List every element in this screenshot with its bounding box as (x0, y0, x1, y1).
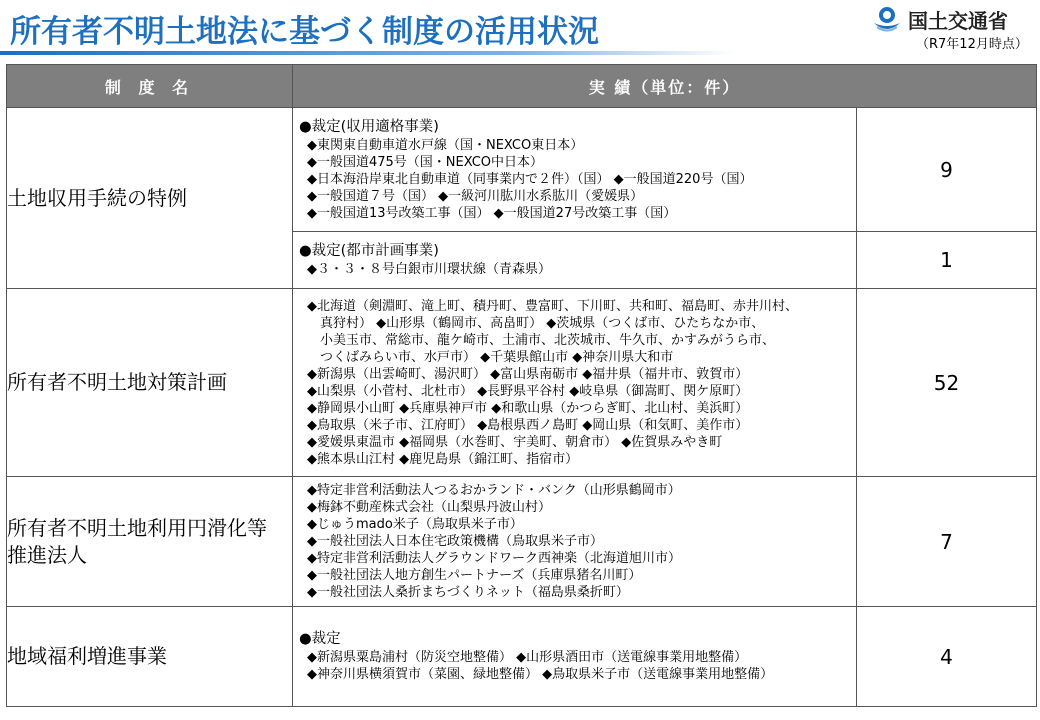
system-name: 土地収用手続の特例 (7, 108, 293, 289)
title-underline (0, 51, 735, 55)
result-detail (293, 232, 857, 289)
ministry-name: 国土交通省 (908, 9, 1008, 33)
list-item: ◆静岡県小山町 ◆兵庫県神戸市 ◆和歌山県（かつらぎ町、北山村、美浜町） (307, 400, 749, 416)
column-header-system-name: 制 度 名 (7, 65, 293, 108)
table-row (7, 289, 1037, 477)
result-detail (293, 607, 857, 707)
list-item: ◆一般社団法人日本住宅政策機構（鳥取県米子市） (307, 534, 603, 549)
list-item: ◆東関東自動車道水戸線（国・NEXCO東日本） (307, 137, 584, 153)
list-item: ◆一般国道475号（国・NEXCO中日本） (307, 154, 544, 170)
ministry-logo (872, 5, 1037, 31)
result-count: 52 (857, 289, 1037, 477)
result-count: 7 (857, 477, 1037, 607)
table-row (7, 477, 1037, 607)
list-item: ◆３・３・８号白銀市川環状線（青森県） (307, 262, 551, 277)
system-usage-table (6, 64, 1037, 707)
result-count: 9 (857, 108, 1037, 232)
result-count: 1 (857, 232, 1037, 289)
list-item: ◆一般社団法人桑折まちづくりネット（福島県桑折町） (307, 585, 629, 600)
ruling-heading: ●裁定 (299, 631, 341, 647)
list-item: ◆一般国道７号（国） ◆一級河川肱川水系肱川（愛媛県） (307, 188, 644, 204)
page-title: 所有者不明土地法に基づく制度の活用状況 (10, 14, 599, 50)
list-item: ◆神奈川県横須賀市（菜園、緑地整備） ◆鳥取県米子市（送電線事業用地整備） (307, 667, 774, 682)
list-item: 真狩村） ◆山形県（鶴岡市、高畠町） ◆茨城県（つくば市、ひたちなか市、 (307, 315, 765, 331)
as-of-date: （R7年12月時点） (916, 37, 1028, 52)
list-item: ◆一般社団法人地方創生パートナーズ（兵庫県猪名川町） (307, 568, 642, 583)
list-item: ◆新潟県（出雲崎町、湯沢町） ◆富山県南砺市 ◆福井県（福井市、敦賀市） (307, 366, 749, 382)
list-item: ◆新潟県粟島浦村（防災空地整備） ◆山形県酒田市（送電線事業用地整備） (307, 650, 748, 665)
result-detail (293, 108, 857, 232)
list-item: ◆鳥取県（米子市、江府町） ◆島根県西ノ島町 ◆岡山県（和気町、美作市） (307, 417, 749, 433)
list-item: つくばみらい市、水戸市） ◆千葉県館山市 ◆神奈川県大和市 (307, 349, 674, 365)
table-row (7, 607, 1037, 707)
list-item: ◆愛媛県東温市 ◆福岡県（水巻町、宇美町、朝倉市） ◆佐賀県みやき町 (307, 434, 723, 450)
list-item: ◆じゅうmado米子（鳥取県米子市） (307, 517, 523, 532)
result-detail (293, 289, 857, 477)
system-name: 所有者不明土地対策計画 (7, 289, 293, 477)
mlit-logo-icon (872, 5, 902, 33)
list-item: 小美玉市、常総市、龍ケ崎市、土浦市、北茨城市、牛久市、かすみがうら市、 (307, 332, 776, 348)
list-item: ◆梅鉢不動産株式会社（山梨県丹波山村） (307, 500, 551, 515)
list-item: ◆特定非営利活動法人グラウンドワーク西神楽（北海道旭川市） (307, 551, 681, 566)
system-name: 地域福利増進事業 (7, 607, 293, 707)
list-item: ◆北海道（剣淵町、滝上町、積丹町、豊富町、下川町、共和町、福島町、赤井川村、 (307, 298, 798, 314)
list-item: ◆日本海沿岸東北自動車道（同事業内で２件）（国） ◆一般国道220号（国） (307, 171, 753, 187)
ruling-heading: ●裁定(都市計画事業) (299, 243, 439, 259)
list-item: ◆熊本県山江村 ◆鹿児島県（錦江町、指宿市） (307, 451, 579, 467)
column-header-results: 実 績（単位：件） (293, 65, 1037, 108)
result-count: 4 (857, 607, 1037, 707)
ruling-heading: ●裁定(収用適格事業) (299, 118, 439, 135)
list-item: ◆山梨県（小菅村、北杜市） ◆長野県平谷村 ◆岐阜県（御嵩町、関ケ原町） (307, 383, 749, 399)
table-header-row (7, 65, 1037, 108)
list-item: ◆特定非営利活動法人つるおかランド・バンク（山形県鶴岡市） (307, 483, 681, 498)
table-row (7, 108, 1037, 232)
system-name: 所有者不明土地利用円滑化等推進法人 (7, 477, 293, 607)
list-item: ◆一般国道13号改築工事（国） ◆一般国道27号改築工事（国） (307, 205, 677, 221)
result-detail (293, 477, 857, 607)
